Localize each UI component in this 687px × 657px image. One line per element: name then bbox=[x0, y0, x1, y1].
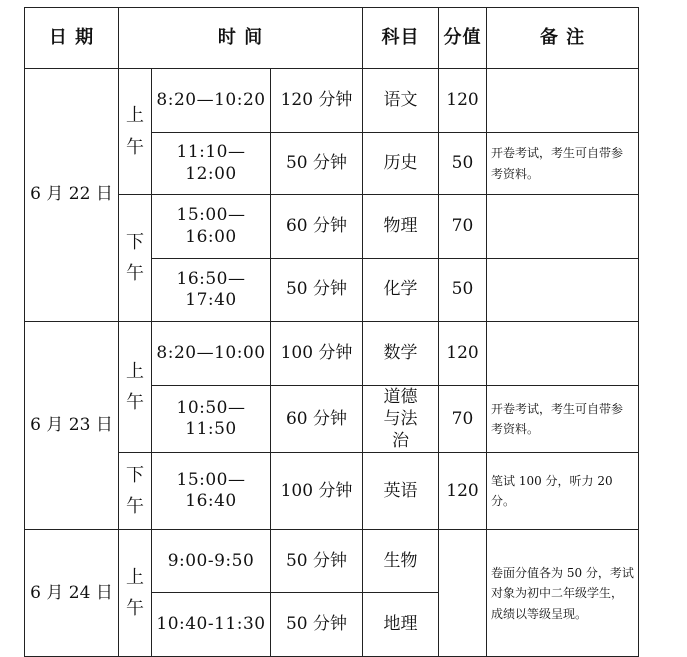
time-cell: 11:10—12:00 bbox=[152, 133, 271, 195]
time-cell: 15:00—16:00 bbox=[152, 195, 271, 259]
duration-cell: 100 分钟 bbox=[271, 322, 363, 386]
time-cell: 8:20—10:00 bbox=[152, 322, 271, 386]
date-cell: 6 月 22 日 bbox=[25, 69, 119, 322]
half-day-label: 上午 bbox=[126, 566, 144, 620]
remark-cell: 卷面分值各为 50 分，考试对象为初中二年级学生，成绩以等级呈现。 bbox=[487, 530, 639, 657]
remark-cell bbox=[487, 259, 639, 322]
subject-cell: 地理 bbox=[363, 593, 439, 657]
duration-cell: 120 分钟 bbox=[271, 69, 363, 133]
subject-cell: 数学 bbox=[363, 322, 439, 386]
score-cell: 120 bbox=[439, 69, 487, 133]
half-day-cell bbox=[119, 195, 152, 322]
half-day-label: 上午 bbox=[126, 105, 144, 158]
remark-cell: 笔试 100 分，听力 20 分。 bbox=[487, 453, 639, 530]
subject-cell bbox=[363, 386, 439, 453]
half-day-cell bbox=[119, 322, 152, 453]
exam-schedule-table bbox=[24, 7, 639, 657]
remark-cell: 开卷考试，考生可自带参考资料。 bbox=[487, 133, 639, 195]
half-day-label: 下午 bbox=[126, 464, 144, 518]
duration-cell: 50 分钟 bbox=[271, 530, 363, 593]
remark-cell bbox=[487, 69, 639, 133]
score-cell: 70 bbox=[439, 195, 487, 259]
remark-cell: 开卷考试，考生可自带参考资料。 bbox=[487, 386, 639, 453]
subject-label: 道德与法治 bbox=[383, 387, 418, 452]
header-remark: 备 注 bbox=[487, 8, 639, 69]
duration-cell: 60 分钟 bbox=[271, 195, 363, 259]
score-cell: 70 bbox=[439, 386, 487, 453]
table-row bbox=[25, 69, 639, 133]
half-day-label: 上午 bbox=[126, 360, 144, 414]
header-date: 日 期 bbox=[25, 8, 119, 69]
remark-cell bbox=[487, 322, 639, 386]
remark-cell bbox=[487, 195, 639, 259]
half-day-cell bbox=[119, 453, 152, 530]
table-row bbox=[25, 322, 639, 386]
time-cell: 16:50—17:40 bbox=[152, 259, 271, 322]
time-cell: 8:20—10:20 bbox=[152, 69, 271, 133]
date-cell: 6 月 24 日 bbox=[25, 530, 119, 657]
score-cell: 50 bbox=[439, 259, 487, 322]
score-cell bbox=[439, 530, 487, 657]
score-cell: 50 bbox=[439, 133, 487, 195]
duration-cell: 50 分钟 bbox=[271, 593, 363, 657]
subject-cell: 英语 bbox=[363, 453, 439, 530]
half-day-cell bbox=[119, 69, 152, 195]
half-day-label: 下午 bbox=[126, 231, 144, 284]
time-cell: 10:40-11:30 bbox=[152, 593, 271, 657]
table-row bbox=[25, 530, 639, 593]
duration-cell: 50 分钟 bbox=[271, 259, 363, 322]
header-subject: 科目 bbox=[363, 8, 439, 69]
half-day-cell bbox=[119, 530, 152, 657]
score-cell: 120 bbox=[439, 453, 487, 530]
score-cell: 120 bbox=[439, 322, 487, 386]
duration-cell: 100 分钟 bbox=[271, 453, 363, 530]
duration-cell: 50 分钟 bbox=[271, 133, 363, 195]
header-row bbox=[25, 8, 639, 69]
header-score: 分值 bbox=[439, 8, 487, 69]
subject-cell: 语文 bbox=[363, 69, 439, 133]
time-cell: 9:00-9:50 bbox=[152, 530, 271, 593]
header-time: 时 间 bbox=[119, 8, 363, 69]
time-cell: 15:00—16:40 bbox=[152, 453, 271, 530]
subject-cell: 化学 bbox=[363, 259, 439, 322]
duration-cell: 60 分钟 bbox=[271, 386, 363, 453]
subject-cell: 物理 bbox=[363, 195, 439, 259]
subject-cell: 生物 bbox=[363, 530, 439, 593]
time-cell: 10:50—11:50 bbox=[152, 386, 271, 453]
date-cell: 6 月 23 日 bbox=[25, 322, 119, 530]
subject-cell: 历史 bbox=[363, 133, 439, 195]
